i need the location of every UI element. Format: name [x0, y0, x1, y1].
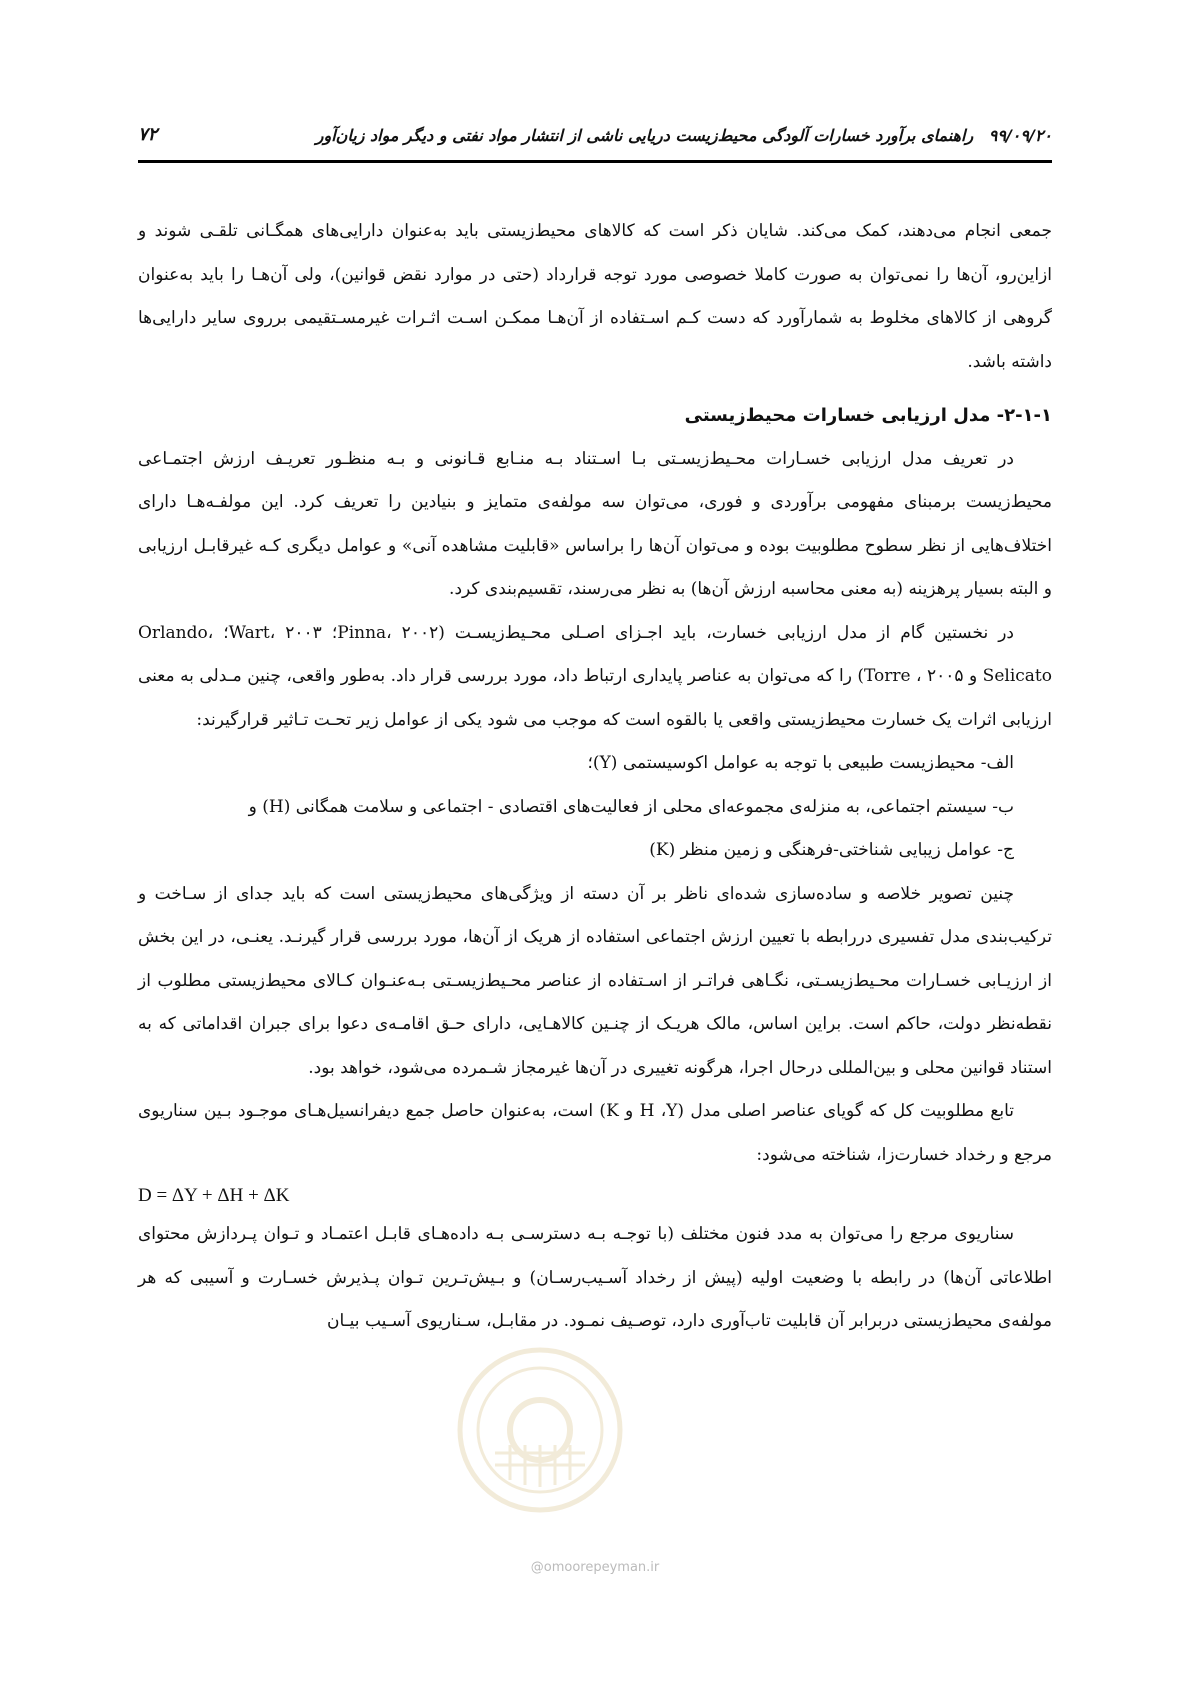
page-number: ۷۲: [138, 124, 158, 145]
formula: D = ΔY + ΔH + ΔK: [138, 1185, 290, 1206]
header-date: ۹۹/۰۹/۲۰: [988, 126, 1052, 145]
paragraph-3: در نخستین گام از مدل ارزیابی خسارت، باید اجـزای اصـلی محـیط‌زیسـت (Pinna، ۲۰۰۲؛ Wart، ۲۰۰۳؛ Orlando، Selicato و Torre ، ۲۰۰۵) را که می‌توان به عناصر پایداری ارتباط داد، مورد بررسی قرار داد. به‌طور واقعی، چنین مـدلی به معنی ارزیابی اثرات یک خسارت محیط‌زیستی واقعی یا بالقوه است که موجب می شود یکی از عوامل زیر تحـت تـاثیر قرارگیرند:: [138, 622, 1052, 730]
section-heading: ۲-۱-۱- مدل ارزیابی خسارات محیط‌زیستی: [684, 405, 1052, 426]
paragraph-2: در تعریف مدل ارزیابی خسـارات محـیط‌زیسـتی بـا اسـتناد بـه منـابع قـانونی و بـه منظـور تعریـف ارزش اجتمـاعی محیط‌زیست برمبنای مفهومی برآوردی و فوری، می‌توان سه مولفه‌ی متمایز و بنیادین را تعریف کرد. این مولفـه‌هـا دارای اختلاف‌هایی از نظر سطوح مطلوبیت بوده و می‌توان آن‌ها را براساس «قابلیت مشاهده آنی» و عوامل دیگری کـه غیرقابـل ارزیابی و البته بسیار پرهزینه (به معنی محاسبه ارزش آن‌ها) به نظر می‌رسند، تقسیم‌بندی کرد.: [138, 448, 1052, 599]
document-body: [138, 210, 1052, 1344]
seal-watermark: [455, 1345, 625, 1515]
header-title: راهنمای برآورد خسارات آلودگی محیط‌زیست دریایی ناشی از انتشار مواد نفتی و دیگر مواد زیان‌آور: [315, 126, 974, 145]
paragraph-6: سناریوی مرجع را می‌توان به مدد فنون مختلف (با توجـه بـه دسترسـی بـه داده‌هـای قابـل اعتمـاد و تـوان پـردازش محتوای اطلاعاتی آن‌ها) در رابطه با وضعیت اولیه (پیش از رخداد آسـیب‌رسـان) و بـیش‌تـرین تـوان پـذیرش خسـارت و آسیبی که هر مولفه‌ی محیط‌زیستی دربرابر آن قابلیت تاب‌آوری دارد، توصـیف نمـود. در مقابـل، سـناریوی آسـیب بیـان: [138, 1224, 1052, 1331]
watermark-site: @omoorepeyman.ir: [530, 1560, 660, 1575]
list-item-b: ب- سیستم اجتماعی، به منزله‌ی مجموعه‌ای محلی از فعالیت‌های اقتصادی - اجتماعی و سلامت همگانی (H) و: [248, 796, 1014, 817]
paragraph-4: چنین تصویر خلاصه و ساده‌سازی شده‌ای ناظر بر آن دسته از ویژگی‌های محیط‌زیستی است که باید جدای از سـاخت و ترکیب‌بندی مدل تفسیری دررابطه با تعیین ارزش اجتماعی استفاده از هریک از آن‌ها، مورد بررسی قرار گیرنـد. یعنـی، در این بخش از ارزیـابی خسـارات محـیط‌زیسـتی، نگـاهی فراتـر از اسـتفاده از عناصر محـیط‌زیسـتی بـه‌عنـوان کـالای محیط‌زیستی مطلوب از نقطه‌نظر دولت، حاکم است. براین اساس، مالک هریـک از چنـین کالاهـایی، دارای حـق اقامـه‌ی دعوا برای جبران اقداماتی که به استناد قوانین محلی و بین‌المللی درحال اجرا، هرگونه تغییری در آن‌ها غیرمجاز شـمرده می‌شود، خواهد بود.: [138, 883, 1052, 1078]
paragraph-1: جمعی انجام می‌دهند، کمک می‌کند. شایان ذکر است که کالاهای محیط‌زیستی باید به‌عنوان دارایی‌های همگـانی تلقـی شوند و ازاین‌رو، آن‌ها را نمی‌توان به صورت کاملا خصوصی مورد توجه قرارداد (حتی در موارد نقض قوانین)، ولی آن‌هـا را باید به‌عنوان گروهی از کالاهای مخلوط به شمارآورد که دست کـم اسـتفاده از آن‌هـا ممکـن اسـت اثـرات غیرمسـتقیمی برروی سایر دارایی‌ها داشته باشد.: [138, 221, 1052, 372]
list-item-c: ج- عوامل زیبایی شناختی-فرهنگی و زمین منظر (K): [649, 840, 1014, 860]
list-item-a: الف- محیط‌زیست طبیعی با توجه به عوامل اکوسیستمی (Y)؛: [587, 753, 1014, 773]
page-header: [138, 120, 1052, 163]
running-title: [316, 126, 1052, 145]
paragraph-5: تابع مطلوبیت کل که گویای عناصر اصلی مدل (H ،Y و K) است، به‌عنوان حاصل جمع دیفرانسیل‌هـای موجـود بـین سناریوی مرجع و رخداد خسارت‌زا، شناخته می‌شود:: [138, 1101, 1052, 1165]
